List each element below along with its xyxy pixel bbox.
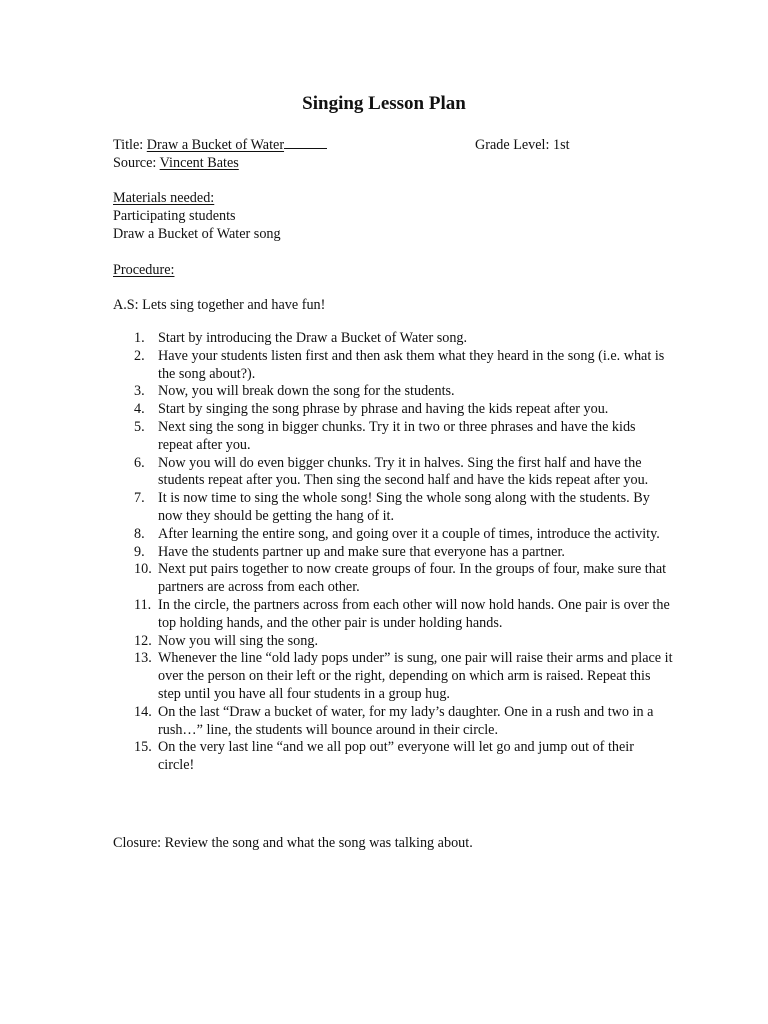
procedure-step (113, 455, 673, 491)
step-text: Now you will do even bigger chunks. Try it in halves. Sing the first half and have the students repeat after you. Then sing the second half and have the kids repeat after you. (158, 454, 649, 489)
procedure-step (113, 526, 673, 544)
material-item: Draw a Bucket of Water song (113, 226, 281, 242)
procedure-steps (113, 330, 673, 775)
step-number: 9. (134, 543, 145, 560)
step-number: 11. (134, 596, 152, 613)
step-text: Now, you will break down the song for the students. (158, 383, 455, 400)
material-item: Participating students (113, 208, 236, 224)
step-text: Next sing the song in bigger chunks. Try it in two or three phrases and have the kids repeat after you. (158, 418, 636, 453)
step-number: 5. (134, 418, 145, 435)
closure: Closure: Review the song and what the song was talking about. (113, 835, 473, 851)
procedure-step (113, 544, 673, 562)
source-line (113, 154, 239, 172)
anticipatory-set: A.S: Lets sing together and have fun! (113, 297, 326, 313)
page-title: Singing Lesson Plan (302, 93, 466, 114)
step-number: 15. (134, 739, 152, 756)
step-number: 6. (134, 454, 145, 471)
step-text: It is now time to sing the whole song! Sing the whole song along with the students. By now they should be getting the hang of it. (158, 490, 650, 524)
procedure-step (113, 739, 673, 775)
step-number: 12. (134, 632, 152, 649)
title-value: Draw a Bucket of Water (146, 137, 285, 153)
step-number: 10. (134, 561, 152, 578)
title-label: Title: (113, 137, 147, 153)
materials-heading: Materials needed: (113, 190, 215, 206)
procedure-step (113, 401, 673, 419)
step-text: Next put pairs together to now create groups of four. In the groups of four, make sure that partners are across from each other. (158, 561, 667, 596)
step-text: Have the students partner up and make sure that everyone has a partner. (158, 543, 565, 560)
procedure-step (113, 419, 673, 455)
step-number: 4. (134, 401, 145, 418)
step-text: Whenever the line “old lady pops under” is sung, one pair will raise their arms and place it over the person on their left or the right, depending on which arm is raised. Repeat this step until you have all four students in a group hug. (158, 650, 673, 702)
procedure-step (113, 561, 673, 597)
step-number: 2. (134, 347, 145, 364)
step-number: 8. (134, 525, 145, 542)
procedure-step (113, 348, 673, 384)
procedure-step (113, 330, 673, 348)
step-text: In the circle, the partners across from each other will now hold hands. One pair is over the top holding hands, and the other pair is under holding hands. (158, 596, 670, 631)
step-text: Now you will sing the song. (158, 632, 319, 649)
procedure-heading: Procedure: (113, 262, 175, 278)
source-label: Source: (113, 155, 160, 171)
procedure-step (113, 704, 673, 740)
procedure-step (113, 650, 673, 703)
step-number: 7. (134, 490, 145, 507)
step-number: 3. (134, 383, 145, 400)
step-text: Start by singing the song phrase by phrase and having the kids repeat after you. (158, 401, 609, 418)
step-text: Have your students listen first and then ask them what they heard in the song (i.e. what is the song about?). (158, 347, 665, 382)
step-text: Start by introducing the Draw a Bucket of Water song. (158, 330, 468, 346)
procedure-step (113, 490, 673, 526)
step-text: On the last “Draw a bucket of water, for my lady’s daughter. One in a rush and two in a rush…” line, the students will bounce around in their circle. (158, 703, 654, 738)
step-number: 13. (134, 650, 152, 667)
procedure-step (113, 383, 673, 401)
title-line (113, 136, 327, 154)
source-value: Vincent Bates (159, 155, 239, 171)
step-number: 1. (134, 330, 145, 346)
title-underline-gap (284, 136, 327, 149)
step-text: After learning the entire song, and going over it a couple of times, introduce the activity. (158, 525, 660, 542)
step-number: 14. (134, 703, 152, 720)
grade-level: Grade Level: 1st (475, 137, 570, 153)
step-text: On the very last line “and we all pop out” everyone will let go and jump out of their circle! (158, 739, 634, 774)
procedure-step (113, 633, 673, 651)
procedure-step (113, 597, 673, 633)
